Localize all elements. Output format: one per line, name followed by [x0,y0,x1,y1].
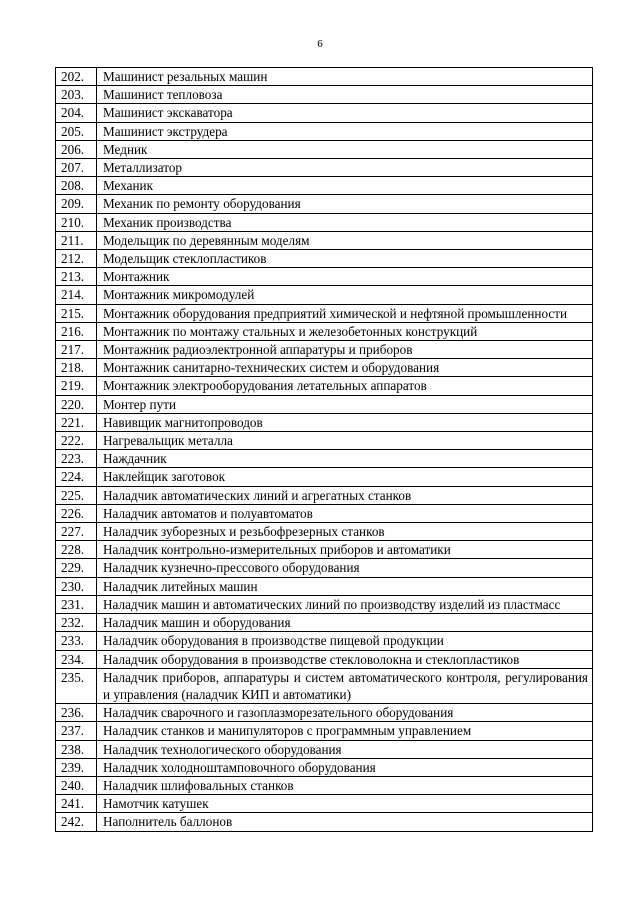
table-row [56,704,593,722]
table-row [56,195,593,213]
table-row [56,322,593,340]
profession-name: Наполнитель баллонов [97,813,593,831]
table-row [56,395,593,413]
table-row [56,468,593,486]
table-row [56,722,593,740]
row-number: 242. [56,813,97,831]
table-row [56,795,593,813]
row-number: 223. [56,450,97,468]
profession-name: Наждачник [97,450,593,468]
profession-name: Наклейщик заготовок [97,468,593,486]
table-row [56,68,593,86]
row-number: 226. [56,504,97,522]
row-number: 202. [56,68,97,86]
profession-name: Наладчик машин и оборудования [97,614,593,632]
row-number: 232. [56,614,97,632]
profession-name: Механик производства [97,213,593,231]
profession-name: Наладчик шлифовальных станков [97,776,593,794]
row-number: 236. [56,704,97,722]
table-row [56,231,593,249]
profession-name: Монтажник радиоэлектронной аппаратуры и приборов [97,341,593,359]
row-number: 212. [56,250,97,268]
table-row [56,450,593,468]
row-number: 235. [56,668,97,703]
profession-name: Наладчик оборудования в производстве стекловолокна и стеклопластиков [97,650,593,668]
row-number: 224. [56,468,97,486]
table-row [56,668,593,703]
row-number: 208. [56,177,97,195]
row-number: 220. [56,395,97,413]
row-number: 239. [56,758,97,776]
table-row [56,595,593,613]
page-number: 6 [317,38,323,50]
table-row [56,541,593,559]
profession-name: Наладчик литейных машин [97,577,593,595]
table-row [56,413,593,431]
row-number: 207. [56,159,97,177]
row-number: 213. [56,268,97,286]
profession-name: Наладчик станков и манипуляторов с программным управлением [97,722,593,740]
profession-name: Наладчик холодноштамповочного оборудования [97,758,593,776]
row-number: 233. [56,632,97,650]
table-row [56,776,593,794]
profession-name: Нагревальщик металла [97,432,593,450]
table-row [56,122,593,140]
table-row [56,341,593,359]
profession-name: Наладчик оборудования в производстве пищевой продукции [97,632,593,650]
row-number: 216. [56,322,97,340]
row-number: 215. [56,304,97,322]
profession-name: Машинист экструдера [97,122,593,140]
row-number: 203. [56,86,97,104]
row-number: 230. [56,577,97,595]
table-row [56,377,593,395]
profession-name: Наладчик кузнечно-прессового оборудования [97,559,593,577]
profession-name: Монтер пути [97,395,593,413]
profession-name: Наладчик приборов, аппаратуры и систем автоматического контроля, регулирования и управления (наладчик КИП и автоматики) [97,668,593,703]
table-row [56,740,593,758]
row-number: 225. [56,486,97,504]
profession-table-body [56,68,593,832]
row-number: 211. [56,231,97,249]
table-row [56,268,593,286]
row-number: 218. [56,359,97,377]
profession-name: Машинист резальных машин [97,68,593,86]
row-number: 219. [56,377,97,395]
table-row [56,140,593,158]
table-row [56,650,593,668]
profession-name: Монтажник по монтажу стальных и железобетонных конструкций [97,322,593,340]
profession-name: Намотчик катушек [97,795,593,813]
table-row [56,577,593,595]
profession-name: Монтажник санитарно-технических систем и оборудования [97,359,593,377]
table-row [56,304,593,322]
row-number: 205. [56,122,97,140]
profession-name: Наладчик контрольно-измерительных приборов и автоматики [97,541,593,559]
profession-name: Монтажник оборудования предприятий химической и нефтяной промышленности [97,304,593,322]
profession-name: Монтажник электрооборудования летательных аппаратов [97,377,593,395]
table-row [56,159,593,177]
row-number: 206. [56,140,97,158]
table-row [56,813,593,831]
table-row [56,359,593,377]
table-row [56,523,593,541]
row-number: 238. [56,740,97,758]
profession-name: Медник [97,140,593,158]
profession-name: Наладчик технологического оборудования [97,740,593,758]
table-row [56,614,593,632]
table-row [56,432,593,450]
profession-name: Металлизатор [97,159,593,177]
table-row [56,504,593,522]
row-number: 210. [56,213,97,231]
row-number: 209. [56,195,97,213]
row-number: 221. [56,413,97,431]
profession-name: Механик [97,177,593,195]
table-row [56,632,593,650]
table-row [56,86,593,104]
table-row [56,177,593,195]
profession-name: Наладчик машин и автоматических линий по производству изделий из пластмасс [97,595,593,613]
profession-name: Навивщик магнитопроводов [97,413,593,431]
row-number: 241. [56,795,97,813]
profession-name: Механик по ремонту оборудования [97,195,593,213]
table-row [56,286,593,304]
table-row [56,250,593,268]
profession-name: Модельщик стеклопластиков [97,250,593,268]
row-number: 227. [56,523,97,541]
table-row [56,104,593,122]
row-number: 214. [56,286,97,304]
table-row [56,559,593,577]
row-number: 222. [56,432,97,450]
row-number: 240. [56,776,97,794]
table-row [56,758,593,776]
profession-name: Модельщик по деревянным моделям [97,231,593,249]
profession-name: Наладчик автоматических линий и агрегатных станков [97,486,593,504]
row-number: 231. [56,595,97,613]
row-number: 204. [56,104,97,122]
profession-name: Наладчик автоматов и полуавтоматов [97,504,593,522]
row-number: 237. [56,722,97,740]
row-number: 234. [56,650,97,668]
row-number: 228. [56,541,97,559]
profession-name: Наладчик зуборезных и резьбофрезерных станков [97,523,593,541]
table-row [56,213,593,231]
profession-name: Машинист экскаватора [97,104,593,122]
profession-name: Наладчик сварочного и газоплазморезательного оборудования [97,704,593,722]
profession-table [55,67,593,832]
profession-name: Монтажник микромодулей [97,286,593,304]
profession-name: Машинист тепловоза [97,86,593,104]
row-number: 229. [56,559,97,577]
table-row [56,486,593,504]
row-number: 217. [56,341,97,359]
profession-name: Монтажник [97,268,593,286]
